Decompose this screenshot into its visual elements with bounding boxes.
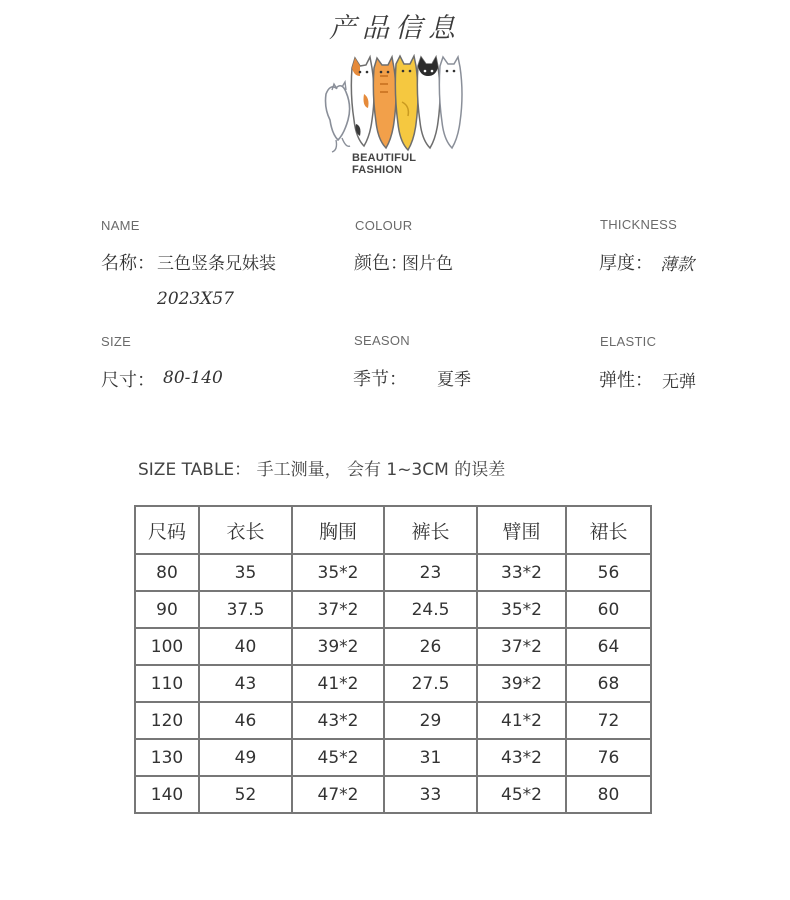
table-cell: 140 xyxy=(135,776,199,813)
table-cell: 68 xyxy=(566,665,651,702)
table-cell: 45*2 xyxy=(292,739,384,776)
table-cell: 29 xyxy=(384,702,477,739)
size-table-title: SIZE TABLE： 手工测量， 会有 1~3CM 的误差 xyxy=(138,460,506,480)
table-cell: 37*2 xyxy=(477,628,566,665)
size-table xyxy=(134,505,652,814)
table-cell: 120 xyxy=(135,702,199,739)
table-row xyxy=(135,739,651,776)
thickness-label-cn: 厚度： xyxy=(599,253,653,274)
table-cell: 39*2 xyxy=(292,628,384,665)
table-row xyxy=(135,776,651,813)
table-cell: 130 xyxy=(135,739,199,776)
table-cell: 49 xyxy=(199,739,292,776)
table-cell: 46 xyxy=(199,702,292,739)
season-label-en: SEASON xyxy=(354,333,410,348)
table-cell: 110 xyxy=(135,665,199,702)
table-cell: 43*2 xyxy=(292,702,384,739)
brand-logo xyxy=(318,54,468,176)
table-cell: 37*2 xyxy=(292,591,384,628)
elastic-label-cn: 弹性： xyxy=(599,370,653,391)
size-label-en: SIZE xyxy=(101,334,132,349)
colour-label-en: COLOUR xyxy=(355,218,413,233)
colour-value: 图片色 xyxy=(402,254,453,274)
table-cell: 35*2 xyxy=(292,554,384,591)
table-cell: 35*2 xyxy=(477,591,566,628)
table-cell: 76 xyxy=(566,739,651,776)
header-cell: 裙长 xyxy=(566,506,651,554)
table-cell: 35 xyxy=(199,554,292,591)
table-cell: 40 xyxy=(199,628,292,665)
table-cell: 60 xyxy=(566,591,651,628)
size-label-cn: 尺寸： xyxy=(101,370,155,391)
colour-label-cn: 颜色： xyxy=(354,253,408,274)
page-title: 产品信息 xyxy=(329,13,461,44)
table-cell: 39*2 xyxy=(477,665,566,702)
table-cell: 33*2 xyxy=(477,554,566,591)
table-cell: 80 xyxy=(566,776,651,813)
table-cell: 23 xyxy=(384,554,477,591)
name-code: 2023X57 xyxy=(157,289,234,309)
table-cell: 52 xyxy=(199,776,292,813)
table-cell: 72 xyxy=(566,702,651,739)
table-row xyxy=(135,665,651,702)
table-header-row xyxy=(135,506,651,554)
name-value: 三色竖条兄妹装 xyxy=(157,254,276,274)
season-value: 夏季 xyxy=(437,370,471,390)
name-label-en: NAME xyxy=(101,218,140,233)
elastic-label-en: ELASTIC xyxy=(600,334,657,349)
name-label-cn: 名称： xyxy=(101,253,155,274)
thickness-value: 薄款 xyxy=(660,255,694,275)
table-cell: 56 xyxy=(566,554,651,591)
table-row xyxy=(135,628,651,665)
table-row xyxy=(135,554,651,591)
table-row xyxy=(135,591,651,628)
header-cell: 衣长 xyxy=(199,506,292,554)
table-cell: 37.5 xyxy=(199,591,292,628)
table-cell: 100 xyxy=(135,628,199,665)
table-cell: 43 xyxy=(199,665,292,702)
table-cell: 41*2 xyxy=(477,702,566,739)
table-cell: 31 xyxy=(384,739,477,776)
table-cell: 90 xyxy=(135,591,199,628)
season-label-cn: 季节： xyxy=(353,369,407,390)
logo-text: BEAUTIFUL FASHION xyxy=(352,152,416,176)
table-cell: 26 xyxy=(384,628,477,665)
table-cell: 64 xyxy=(566,628,651,665)
size-value: 80-140 xyxy=(163,368,223,388)
table-cell: 33 xyxy=(384,776,477,813)
header-cell: 尺码 xyxy=(135,506,199,554)
header-cell: 臂围 xyxy=(477,506,566,554)
header-cell: 裤长 xyxy=(384,506,477,554)
table-cell: 45*2 xyxy=(477,776,566,813)
header-cell: 胸围 xyxy=(292,506,384,554)
table-cell: 80 xyxy=(135,554,199,591)
elastic-value: 无弹 xyxy=(662,372,696,392)
table-cell: 47*2 xyxy=(292,776,384,813)
table-cell: 41*2 xyxy=(292,665,384,702)
table-cell: 24.5 xyxy=(384,591,477,628)
table-row xyxy=(135,702,651,739)
cats-logo-icon xyxy=(318,54,468,154)
thickness-label-en: THICKNESS xyxy=(600,217,678,232)
table-cell: 27.5 xyxy=(384,665,477,702)
table-cell: 43*2 xyxy=(477,739,566,776)
